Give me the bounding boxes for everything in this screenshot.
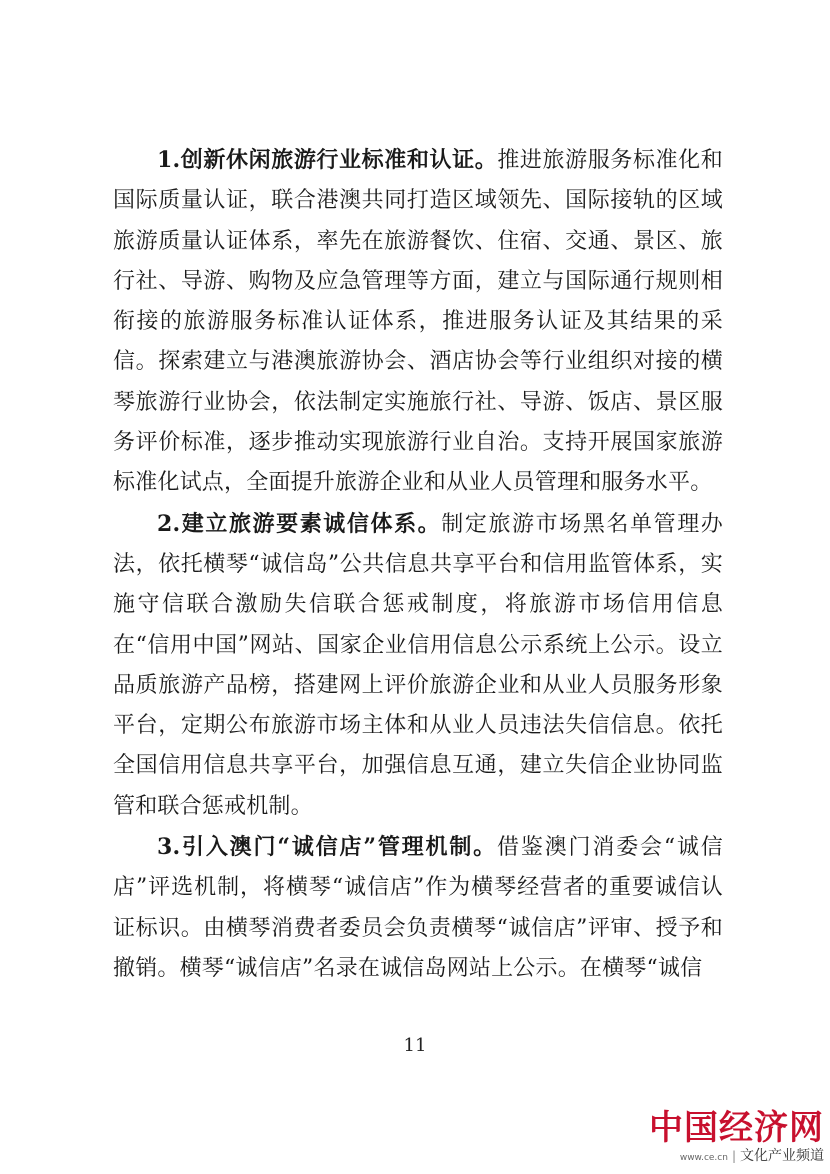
paragraph-2 [113, 504, 723, 827]
paragraph-2-text: 制定旅游市场黑名单管理办法，依托横琴“诚信岛”公共信息共享平台和信用监管体系，实施守信联合激励失信联合惩戒制度，将旅游市场信用信息在“信用中国”网站、国家企业信用信息公示系统上公示。设立品质旅游产品榜，搭建网上评价旅游企业和从业人员服务形象平台，定期公布旅游市场主体和从业人员违法失信信息。依托全国信用信息共享平台，加强信息互通，建立失信企业协同监管和联合惩戒机制。 [113, 511, 723, 819]
watermark-logo: 中国经济网 [649, 1108, 824, 1148]
paragraph-3-heading: 3.引入澳门“诚信店”管理机制。 [157, 834, 498, 861]
watermark [634, 1108, 824, 1166]
paragraph-2-heading: 2.建立旅游要素诚信体系。 [157, 510, 442, 537]
watermark-caption [634, 1148, 824, 1166]
watermark-url: www.ce.cn [679, 1153, 728, 1163]
watermark-separator: | [731, 1149, 736, 1163]
document-body [113, 140, 723, 989]
paragraph-1-text: 推进旅游服务标准化和国际质量认证，联合港澳共同打造区域领先、国际接轨的区域旅游质量认证体系，率先在旅游餐饮、住宿、交通、景区、旅行社、导游、购物及应急管理等方面，建立与国际通行规则相衔接的旅游服务标准认证体系，推进服务认证及其结果的采信。探索建立与港澳旅游协会、酒店协会等行业组织对接的横琴旅游行业协会，依法制定实施旅行社、导游、饭店、景区服务评价标准，逐步推动实现旅游行业自治。支持开展国家旅游标准化试点，全面提升旅游企业和从业人员管理和服务水平。 [113, 148, 723, 496]
paragraph-1 [113, 140, 723, 504]
paragraph-1-heading: 1.创新休闲旅游行业标准和认证。 [157, 147, 498, 173]
paragraph-3 [113, 827, 723, 989]
watermark-channel: 文化产业频道 [740, 1148, 824, 1164]
paragraph-3-text: 借鉴澳门消委会“诚信店”评选机制，将横琴“诚信店”作为横琴经营者的重要诚信认证标识。由横琴消费者委员会负责横琴“诚信店”评审、授予和撤销。横琴“诚信店”名录在诚信岛网站上公示。在横琴“诚信 [113, 835, 724, 981]
page-number: 11 [403, 1035, 427, 1056]
